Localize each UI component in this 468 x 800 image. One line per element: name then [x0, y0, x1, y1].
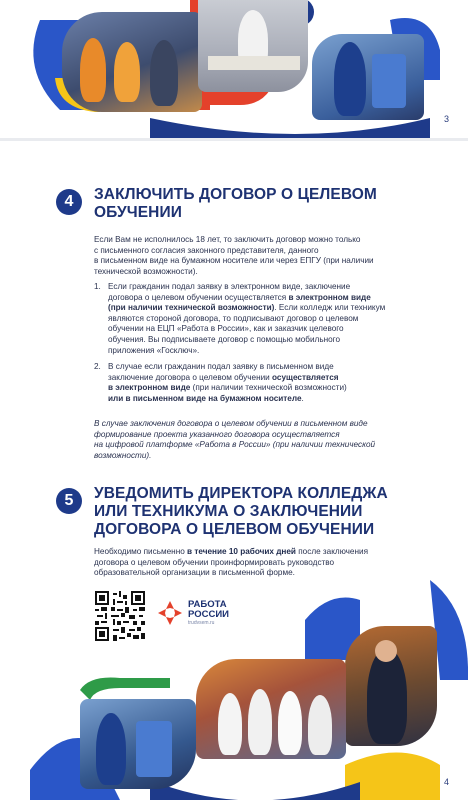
list-line: являются стороной договора, то подписывают договор о целевом [108, 313, 359, 323]
step-5-title-line1: УВЕДОМИТЬ ДИРЕКТОРА КОЛЛЕДЖА [94, 485, 388, 502]
text-span: . [301, 393, 304, 403]
list-line [108, 394, 434, 405]
step-4-intro [94, 235, 434, 277]
bold-span: или в письменном виде на бумажном носителе [108, 393, 302, 403]
bold-span: осуществляется [272, 372, 339, 382]
text-line: образовательной организации в письменной форме. [94, 568, 295, 578]
bold-span: в электронном виде [108, 383, 191, 393]
group-students-photo [196, 659, 346, 759]
list-item-number: 1. [94, 282, 101, 291]
students-lab-photo [62, 12, 202, 112]
bold-span: в электронном виде [288, 292, 371, 302]
step-5-title-line2: ИЛИ ТЕХНИКУМА О ЗАКЛЮЧЕНИИ [94, 503, 363, 520]
list-line [108, 383, 434, 394]
list-line [108, 293, 434, 304]
step-4-title [94, 186, 424, 222]
text-span: . Если колледж или техникум [274, 303, 386, 313]
list-line [108, 303, 434, 314]
text-span: договора о целевом обучении осуществляется [108, 292, 289, 302]
text-span: после заключения [295, 547, 368, 556]
step-4-list [94, 282, 434, 411]
text-line: договора о целевом обучении проинформировать руководство [94, 557, 335, 567]
note-line: формирование проекта указанного договора осуществляется [94, 429, 340, 439]
bold-span: в течение 10 рабочих дней [187, 547, 296, 556]
intro-line: в письменном виде на бумажном носителе или через ЕПГУ (при наличии [94, 256, 374, 266]
page-3-fragment [0, 0, 468, 138]
logo-line1: РАБОТА [188, 599, 227, 610]
list-item [94, 282, 434, 356]
list-line: Если гражданин подал заявку в электронном виде, заключение [108, 282, 351, 291]
intro-line: Если Вам не исполнилось 18 лет, то заключить договор можно только [94, 235, 361, 244]
list-line: В случае если гражданин подал заявку в письменном виде [108, 362, 334, 372]
step-4-title-line2: ОБУЧЕНИИ [94, 204, 182, 221]
step-5-title-line3: ДОГОВОРА О ЦЕЛЕВОМ ОБУЧЕНИИ [94, 521, 375, 538]
text-span: заключение договора о целевом обучении [108, 372, 273, 382]
welder-student-photo [345, 626, 437, 746]
note-line: возможности). [94, 450, 152, 460]
text-line [94, 547, 434, 558]
student-equipment-photo [80, 699, 196, 789]
page-number: 3 [444, 114, 450, 124]
logo-line2: РОССИИ [188, 609, 229, 620]
list-item-number: 2. [94, 362, 101, 372]
list-line: обучении на ЕЦП «Работа в России», как и заказчик целевого [108, 324, 344, 334]
step-5-badge: 5 [56, 488, 82, 514]
list-line: обучения. Вы подписываете договор с помощью мобильного [108, 334, 341, 344]
intro-line: технической возможности). [94, 266, 198, 276]
list-line: приложения «Госключ». [108, 345, 200, 355]
note-line: В случае заключения договора о целевом обучении в письменном виде [94, 419, 368, 428]
step-4-title-line1: ЗАКЛЮЧИТЬ ДОГОВОР О ЦЕЛЕВОМ [94, 186, 377, 203]
list-item [94, 362, 434, 404]
intro-line: с письменного согласия законного представителя, данного [94, 245, 319, 255]
step-4-note [94, 419, 434, 461]
step-4-badge: 4 [56, 189, 82, 215]
step-5-title [94, 485, 434, 539]
note-line: на цифровой платформе «Работа в России» (при наличии технической [94, 440, 376, 450]
student-machine-photo [312, 34, 424, 120]
page-4 [0, 141, 468, 800]
logo-url: trudvsem.ru [188, 620, 215, 626]
page-number: 4 [444, 777, 450, 787]
bold-span: (при наличии технической возможности) [108, 303, 275, 313]
text-span: Необходимо письменно [94, 547, 188, 556]
sewing-workshop-photo [198, 0, 308, 92]
list-line [108, 373, 434, 384]
text-span: (при наличии технической возможности) [190, 383, 347, 393]
